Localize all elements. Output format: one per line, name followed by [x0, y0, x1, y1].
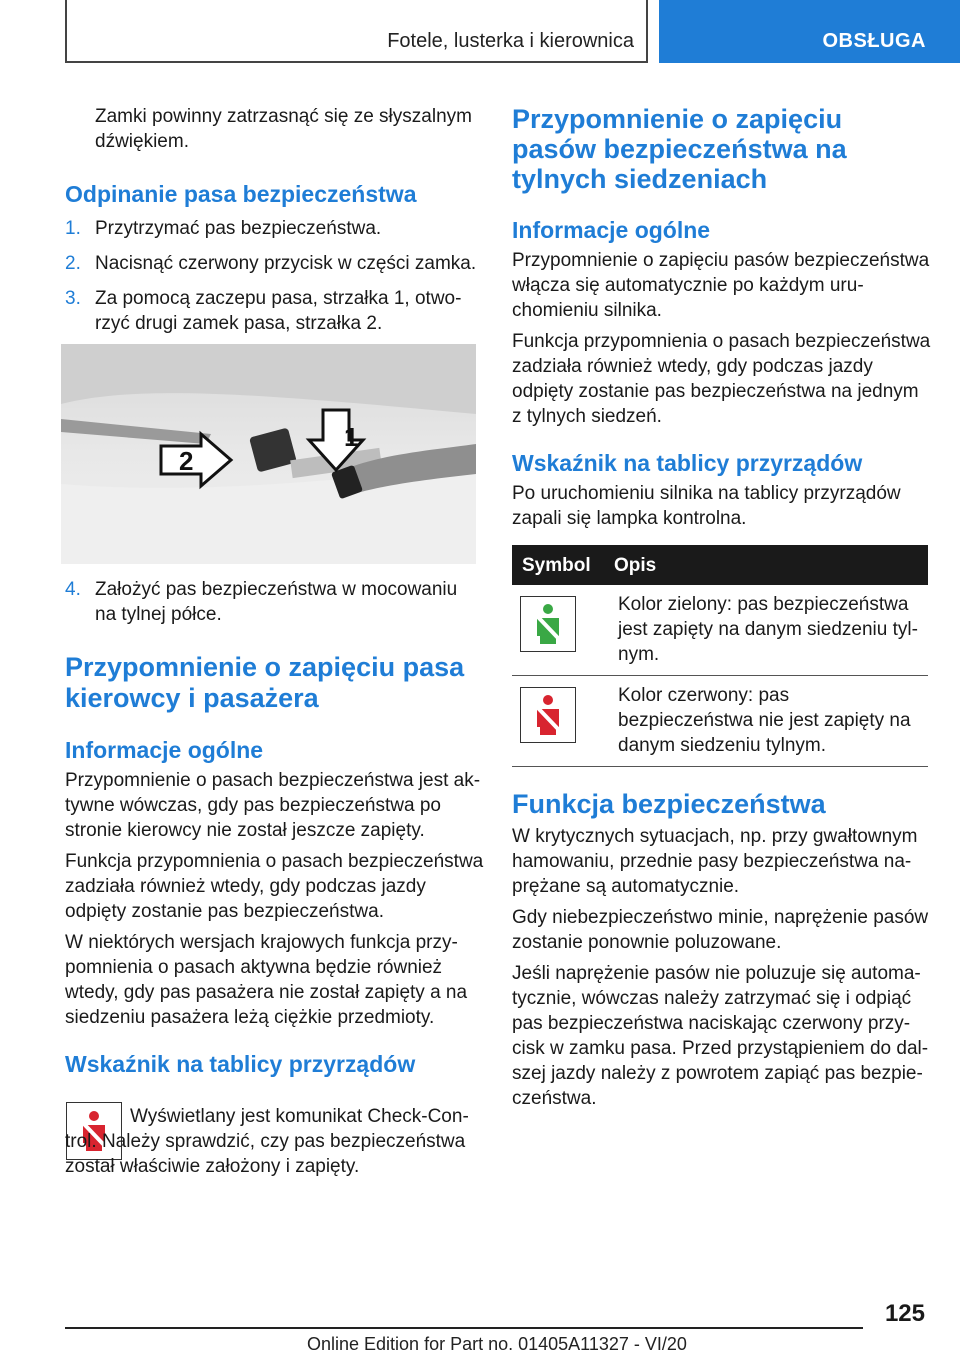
symbol-icon-box	[520, 687, 576, 743]
description-cell: Kolor czerwony: pas bezpieczeństwa nie jest zapięty na danym siedzeniu tylnym.	[604, 676, 928, 767]
safety-para-2: Gdy niebezpieczeństwo minie, naprężenie pasów zostanie ponownie poluzowane.	[512, 907, 929, 953]
edition-text: Online Edition for Part no. 01405A11327 - VI/20	[307, 1334, 687, 1354]
rear-para-2: Funkcja przypomnienia o pasach bezpieczeństwa zadziała również wtedy, gdy podczas jazdy odpięty zostanie pas bezpieczeństwa na jednym z tylnych siedzeń.	[512, 331, 931, 427]
step-item	[65, 286, 480, 336]
general-heading: Informacje ogólne	[65, 737, 264, 763]
step-text: Nacisnąć czerwony przycisk w części zamka.	[95, 253, 477, 274]
rear-para-1: Przypomnienie o zapięciu pasów bezpieczeństwa włącza się automatycznie po każdym uruchomieniu silnika.	[512, 250, 930, 321]
symbol-icon-box	[520, 596, 576, 652]
step4-block	[65, 577, 480, 627]
table-row	[512, 676, 928, 767]
arrow-2-label: 2	[179, 446, 194, 476]
indicator-text: Wyświetlany jest komunikat Check-Control. Należy sprawdzić, czy pas bezpieczeństwa został właściwie założony i zapięty.	[65, 1106, 469, 1177]
section-tab	[659, 0, 960, 63]
rear-indicator-heading: Wskaźnik na tablicy przyrządów	[512, 450, 863, 476]
reminder-para-2: Funkcja przypomnienia o pasach bezpieczeństwa zadziała również wtedy, gdy podczas jazdy odpięty zostanie pas bezpieczeństwa.	[65, 851, 484, 922]
safety-para-1: W krytycznych sytuacjach, np. przy gwałtownym hamowaniu, przednie pasy bezpieczeństwa naprężane są automatycznie.	[512, 826, 918, 897]
rear-reminder-section	[512, 104, 932, 1111]
symbol-cell	[512, 585, 604, 676]
step-text: Za pomocą zaczepu pasa, strzałka 1, otworzyć drugi zamek pasa, strzałka 2.	[95, 288, 462, 334]
unbuckle-steps-cont	[65, 577, 480, 627]
unbuckle-steps	[65, 216, 480, 336]
col-header-description: Opis	[604, 545, 928, 585]
step-text: Przytrzymać pas bezpieczeństwa.	[95, 218, 382, 239]
symbol-table	[512, 545, 928, 767]
step-number: 2.	[65, 253, 81, 274]
footer-divider	[65, 1327, 863, 1329]
reminder-section	[65, 652, 485, 1078]
step-number: 3.	[65, 288, 81, 309]
rear-general-heading: Informacje ogólne	[512, 217, 711, 243]
seatbelt-buckle-photo	[61, 344, 476, 564]
step-item	[65, 216, 480, 241]
symbol-cell	[512, 676, 604, 767]
step-number: 4.	[65, 579, 81, 600]
step-item	[65, 577, 480, 627]
chapter-title: Fotele, lusterka i kierownica	[387, 30, 634, 52]
step-text: Założyć pas bezpieczeństwa w mocowaniu na tylnej półce.	[95, 579, 458, 625]
seatbelt-red-icon	[528, 693, 568, 737]
reminder-para-3: W niektórych wersjach krajowych funkcja przypomnienia o pasach aktywna będzie również wtedy, gdy pas pasażera nie został zapięty a na siedzeniu pasażera leżą ciężkie przedmioty.	[65, 932, 468, 1028]
section-tab-label: OBSŁUGA	[822, 30, 926, 52]
rear-heading: Przypomnienie o zapięciu pasów bezpieczeństwa na tylnych siedzeniach	[512, 104, 847, 194]
table-row	[512, 585, 928, 676]
safety-heading: Funkcja bezpieczeństwa	[512, 789, 826, 819]
intro-block	[95, 104, 480, 154]
rear-indicator-text: Po uruchomieniu silnika na tablicy przyrządów zapali się lampka kontrolna.	[512, 483, 901, 529]
header-chapter-box	[65, 0, 648, 63]
reminder-para-1: Przypomnienie o pasach bezpieczeństwa jest aktywne wówczas, gdy pas bezpieczeństwa po stronie kierowcy nie został jeszcze zapięty.	[65, 770, 481, 841]
step-item	[65, 251, 480, 276]
reminder-heading: Przypomnienie o zapięciu pasa kierowcy i pasażera	[65, 652, 465, 713]
indicator-block	[65, 1104, 477, 1179]
seatbelt-green-icon	[528, 602, 568, 646]
indicator-heading: Wskaźnik na tablicy przyrządów	[65, 1051, 416, 1077]
step-number: 1.	[65, 218, 81, 239]
unbuckle-section	[65, 180, 480, 336]
arrow-1-label: 1	[344, 422, 359, 452]
safety-para-3: Jeśli naprężenie pasów nie poluzuje się automatycznie, wówczas należy zatrzymać się i odpiąć pas bezpieczeństwa naciskając czerwony przycisk w zamku pasa. Przed przystąpieniem do dalszej jazdy należy z powrotem zapiąć pas bezpieczeństwa.	[512, 963, 929, 1109]
description-cell: Kolor zielony: pas bezpieczeństwa jest zapięty na danym siedzeniu tylnym.	[604, 585, 928, 676]
unbuckle-heading: Odpinanie pasa bezpieczeństwa	[65, 181, 417, 207]
page-number: 125	[884, 1300, 925, 1327]
col-header-symbol: Symbol	[512, 545, 604, 585]
intro-text: Zamki powinny zatrzasnąć się ze słyszalnym dźwiękiem.	[95, 106, 472, 152]
